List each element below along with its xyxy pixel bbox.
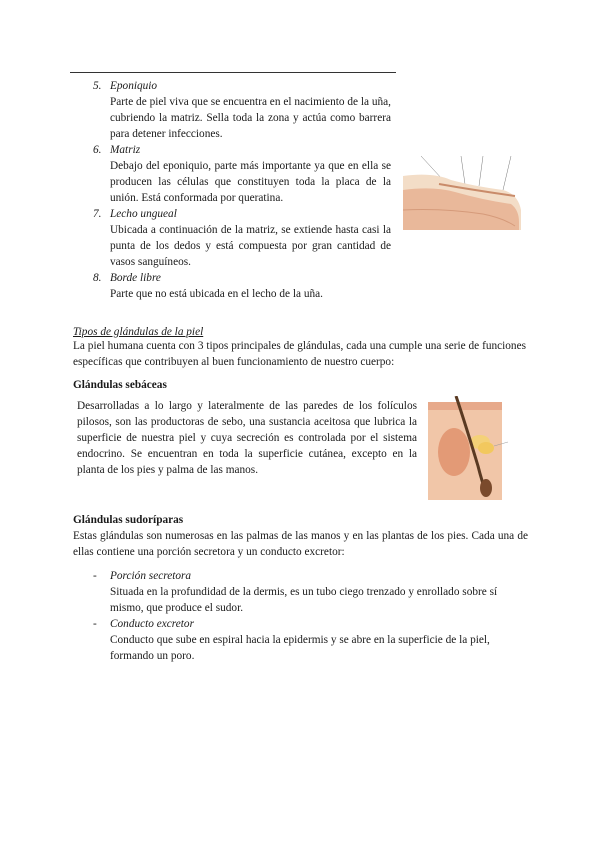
bullet: - <box>93 570 97 582</box>
bullet-description: Conducto que sube en espiral hacia la epidermis y se abre en la superficie de la piel, formando un poro. <box>110 634 490 662</box>
list-number: 5. <box>93 80 102 92</box>
section-title: Tipos de glándulas de la piel <box>73 326 204 338</box>
list-description: Debajo del eponiquio, parte más importante ya que en ella se producen las células que constituyen toda la placa de la unión. Está conformada por queratina. <box>110 160 391 204</box>
bullet-term: Conducto excretor <box>110 618 194 630</box>
sebaceous-heading: Glándulas sebáceas <box>73 379 167 391</box>
list-term: Eponiquio <box>110 80 158 92</box>
sebaceous-text: Desarrolladas a lo largo y lateralmente de las paredes de los folículos pilosos, son las productoras de sebo, una sustancia aceitosa que lubrica la superficie de nuestra piel y cuya secreción es controlada por el sistema endocrino. Se encuentran en toda la superficie cutánea, excepto en la planta de los pies y palma de las manos. <box>77 400 417 476</box>
list-term: Matriz <box>110 144 141 156</box>
nail-anatomy-diagram <box>403 150 523 230</box>
sebaceous-gland-illustration <box>428 396 530 500</box>
list-description: Ubicada a continuación de la matriz, se extiende hasta casi la punta de los dedos y está compuesta por gran cantidad de vasos sanguíneos. <box>110 224 391 268</box>
list-number: 7. <box>93 208 102 220</box>
list-number: 6. <box>93 144 102 156</box>
list-description: Parte que no está ubicada en el lecho de la uña. <box>110 288 323 300</box>
section-intro: La piel humana cuenta con 3 tipos principales de glándulas, cada una cumple una serie de funciones específicas que contribuyen al buen funcionamiento de nuestro cuerpo: <box>73 340 526 368</box>
sweat-heading: Glándulas sudoríparas <box>73 514 184 526</box>
list-description: Parte de piel viva que se encuentra en el nacimiento de la uña, cubriendo la matriz. Sella toda la zona y actúa como barrera para detener infecciones. <box>110 96 391 140</box>
top-rule <box>70 72 396 73</box>
list-term: Borde libre <box>110 272 161 284</box>
sweat-text: Estas glándulas son numerosas en las palmas de las manos y en las plantas de los pies. Cada una de ellas contiene una porción secretora y un conducto excretor: <box>73 530 528 558</box>
list-number: 8. <box>93 272 102 284</box>
list-term: Lecho ungueal <box>110 208 177 220</box>
bullet: - <box>93 618 97 630</box>
bullet-term: Porción secretora <box>110 570 192 582</box>
bullet-description: Situada en la profundidad de la dermis, es un tubo ciego trenzado y enrollado sobre sí mismo, que produce el sudor. <box>110 586 498 614</box>
